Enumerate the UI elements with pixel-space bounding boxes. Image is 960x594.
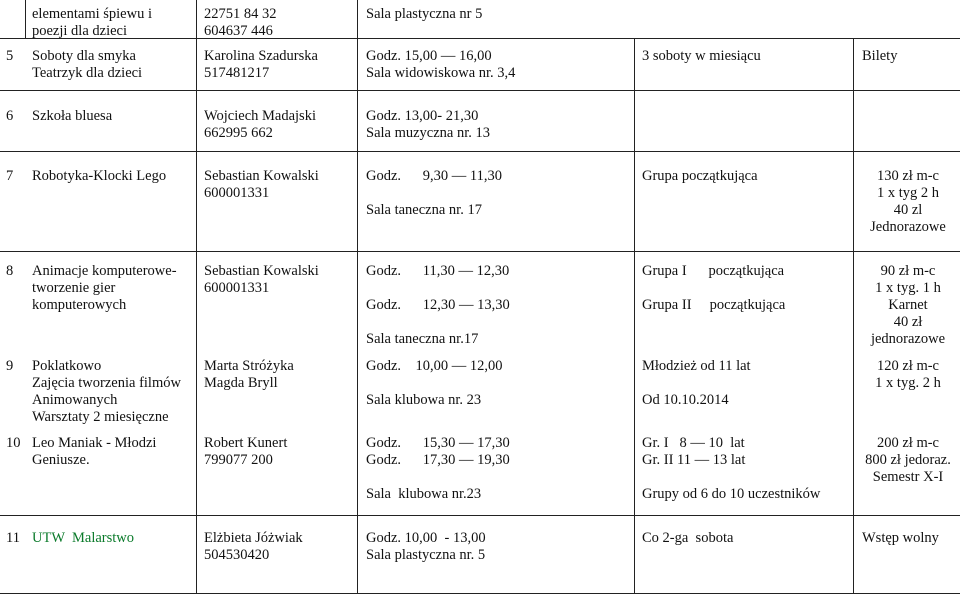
- row11-price: Wstęp wolny: [862, 530, 939, 546]
- row6-time: Godz. 13,00- 21,30 Sala muzyczna nr. 13: [366, 108, 491, 141]
- row6-number: 6: [6, 108, 14, 124]
- row9-groups: Młodzież od 11 lat Od 10.10.2014: [642, 358, 751, 408]
- row6-name: Szkoła bluesa: [32, 108, 113, 124]
- column-divider: [25, 0, 26, 38]
- row8-price: 90 zł m-c 1 x tyg. 1 h Karnet 40 zł jednorazowe: [870, 263, 946, 347]
- row9-price: 120 zł m-c 1 x tyg. 2 h: [875, 358, 941, 391]
- row9-name: Poklatkowo Zajęcia tworzenia filmów Animowanych Warsztaty 2 miesięczne: [32, 358, 181, 425]
- row7-group: Grupa początkująca: [642, 168, 758, 184]
- row7-time: Godz. 9,30 — 11,30 Sala taneczna nr. 17: [366, 168, 502, 218]
- row6-contact: Wojciech Madajski 662995 662: [204, 108, 316, 141]
- row7-contact: Sebastian Kowalski 600001331: [204, 168, 319, 201]
- row5-contact: Karolina Szadurska 517481217: [204, 48, 318, 81]
- row10-groups: Gr. I 8 — 10 lat Gr. II 11 — 13 lat Grupy od 6 do 10 uczestników: [642, 435, 821, 502]
- column-divider: [196, 0, 197, 593]
- row5-name: Soboty dla smyka Teatrzyk dla dzieci: [32, 48, 143, 81]
- row5-group: 3 soboty w miesiącu: [642, 48, 761, 64]
- column-divider: [853, 38, 854, 593]
- row10-contact: Robert Kunert 799077 200: [204, 435, 288, 468]
- row5-price: Bilety: [862, 48, 898, 64]
- row10-name: Leo Maniak - Młodzi Geniusze.: [32, 435, 157, 468]
- row8-time: Godz. 11,30 — 12,30 Godz. 12,30 — 13,30 Sala taneczna nr.17: [366, 263, 510, 347]
- row11-time: Godz. 10,00 - 13,00 Sala plastyczna nr. 5: [366, 530, 486, 563]
- row7-name: Robotyka-Klocki Lego: [32, 168, 167, 184]
- row4-name: elementami śpiewu i poezji dla dzieci: [32, 6, 152, 39]
- row7-price: 130 zł m-c 1 x tyg 2 h 40 zl Jednorazowe: [870, 168, 946, 235]
- column-divider: [634, 38, 635, 593]
- row9-time: Godz. 10,00 — 12,00 Sala klubowa nr. 23: [366, 358, 503, 408]
- row-divider: [0, 515, 960, 516]
- row-divider: [0, 90, 960, 91]
- row9-number: 9: [6, 358, 14, 374]
- row10-time: Godz. 15,30 — 17,30 Godz. 17,30 — 19,30 Sala klubowa nr.23: [366, 435, 510, 502]
- row8-contact: Sebastian Kowalski 600001331: [204, 263, 319, 296]
- row11-group: Co 2-ga sobota: [642, 530, 734, 546]
- row10-price: 200 zł m-c 800 zł jedoraz. Semestr X-I: [865, 435, 951, 485]
- row7-number: 7: [6, 168, 14, 184]
- row-divider: [0, 251, 960, 252]
- row8-name: Animacje komputerowe- tworzenie gier komputerowych: [32, 263, 177, 313]
- row4-contact: 22751 84 32 604637 446: [204, 6, 277, 39]
- row10-number: 10: [6, 435, 21, 451]
- row8-groups: Grupa I początkująca Grupa II początkująca: [642, 263, 786, 313]
- row5-time: Godz. 15,00 — 16,00 Sala widowiskowa nr. 3,4: [366, 48, 516, 81]
- row11-number: 11: [6, 530, 20, 546]
- row11-contact: Elżbieta Jóżwiak 504530420: [204, 530, 303, 563]
- column-divider: [357, 0, 358, 593]
- row9-contact: Marta Stróżyka Magda Bryll: [204, 358, 294, 391]
- row8-number: 8: [6, 263, 14, 279]
- row4-time: Sala plastyczna nr 5: [366, 6, 483, 22]
- row11-name: UTW Malarstwo: [32, 530, 135, 546]
- row-divider: [0, 151, 960, 152]
- row5-number: 5: [6, 48, 14, 64]
